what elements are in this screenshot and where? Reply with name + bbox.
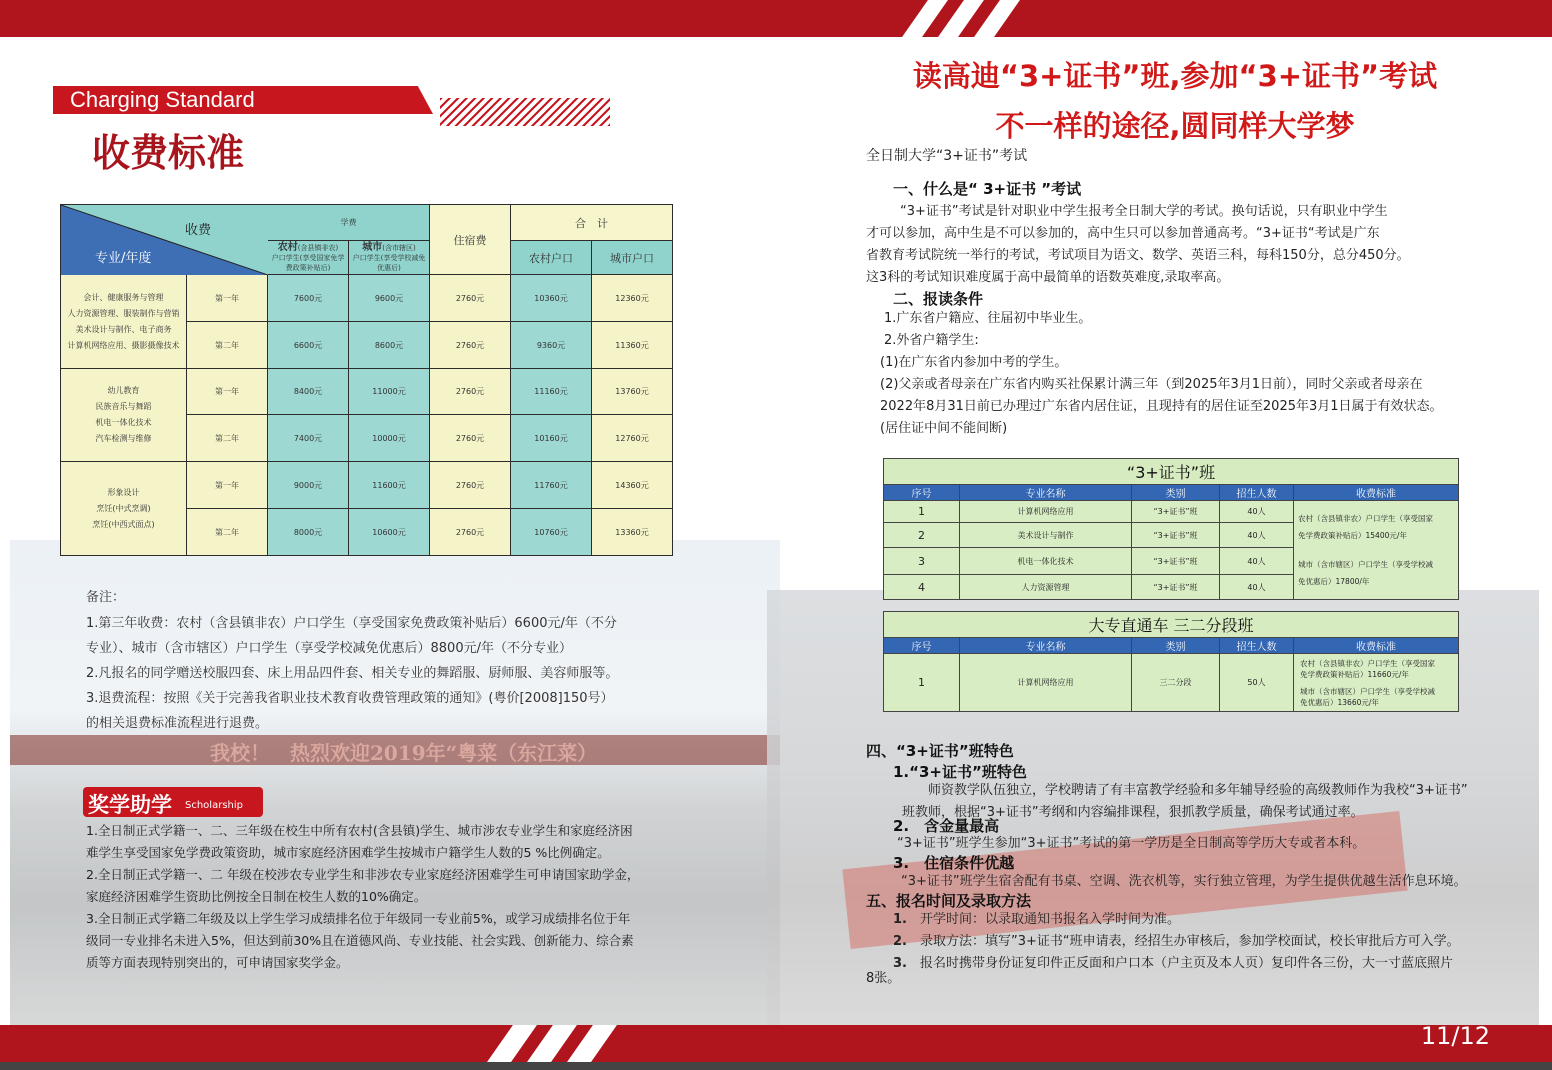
urban-desc: 户口学生(享受学校减免优惠后)	[352, 253, 426, 272]
urban-title: 城市	[362, 241, 383, 253]
lodging-cell: 2760元	[430, 275, 511, 322]
urban-fee-cell: 10600元	[349, 509, 430, 556]
year-cell: 第一年	[187, 369, 268, 415]
col-header: 收费标准	[1294, 485, 1459, 501]
lodging-cell: 2760元	[430, 462, 511, 509]
corner-top-label: 收费	[184, 223, 211, 238]
row-index: 2	[884, 523, 960, 548]
row-index: 1	[884, 501, 960, 523]
section-5-item	[893, 931, 1460, 953]
total-urban-cell: 13760元	[592, 369, 673, 415]
major-name: 会计、健康服务与管理	[83, 292, 164, 302]
section-5-title: 五、报名时间及录取方法	[866, 892, 1032, 910]
hatch-decoration	[440, 98, 610, 126]
section-1-line: 这3科的考试知识难度属于高中最简单的语数英难度,录取率高。	[866, 270, 1230, 285]
scholarship-body	[86, 820, 686, 974]
total-rural-cell: 11760元	[511, 462, 592, 509]
fee-line: 免优惠后）17800/年	[1298, 577, 1370, 586]
enroll-cell: 40人	[1220, 501, 1294, 523]
rural-title: 农村	[277, 241, 298, 253]
major-name: 人力资源管理、服装制作与营销	[67, 308, 180, 318]
major-cell: 机电一体化技术	[960, 548, 1132, 575]
section-2-line: (2)父亲或者母亲在广东省内购买社保累计满三年（到2025年3月1日前），同时父亲或者母亲在	[880, 377, 1423, 392]
section-4-line: 班教师，根据“3+证书”考纲和内容编排课程，狠抓教学质量，确保考试通过率。	[902, 805, 1364, 820]
scholarship-tag	[83, 787, 263, 817]
section-1-title: 一、什么是“ 3+证书 ”考试	[893, 180, 1082, 198]
item-text: 开学时间：以录取通知书报名入学时间为准。	[920, 912, 1181, 927]
type-cell: “3+证书”班	[1132, 523, 1220, 548]
section-5-item	[893, 909, 1460, 931]
section-5-body	[893, 909, 1460, 975]
scholarship-line: 家庭经济困难学生资助比例按全日制在校生人数的10%确定。	[86, 889, 427, 904]
urban-fee-cell: 11000元	[349, 369, 430, 415]
diploma-direct-table	[883, 611, 1459, 712]
enroll-cell: 40人	[1220, 575, 1294, 600]
item-text: 录取方法：填写”3+证书“班申请表，经招生办审核后，参加学校面试，校长审批后方可入学。	[920, 934, 1460, 949]
item-text: 报名时携带身份证复印件正反面和户口本（户主页及本人页）复印件各三份，大一寸蓝底照片	[920, 956, 1454, 971]
urban-fee-cell: 11600元	[349, 462, 430, 509]
total-rural-cell: 11160元	[511, 369, 592, 415]
section-1-body	[866, 201, 1506, 289]
col-header: 专业名称	[960, 638, 1132, 654]
majors-group-1	[61, 275, 187, 369]
scholarship-line: 级同一专业排名未进入5%，但达到前30%且在道德风尚、专业技能、社会实践、创新能力、综合素	[86, 933, 634, 948]
lodging-cell: 2760元	[430, 509, 511, 556]
col-header: 类别	[1132, 638, 1220, 654]
section-2-line: 2022年8月31日前已办理过广东省内居住证，且现持有的居住证至2025年3月1日属于有效状态。	[880, 399, 1443, 414]
total-urban-cell: 12760元	[592, 415, 673, 462]
note-line: 专业）、城市（含市辖区）户口学生（享受学校减免优惠后）8800元/年（不分专业）	[86, 641, 572, 656]
section-4-line: 师资教学队伍独立，学校聘请了有丰富教学经验和多年辅导经验的高级教师作为我校“3+证书”	[928, 783, 1468, 798]
section-4-3-line: “3+证书”班学生宿舍配有书桌、空调、洗衣机等，实行独立管理，为学生提供优越生活作息环境。	[901, 874, 1467, 889]
rural-desc: 户口学生(享受国家免学费政策补贴后)	[271, 253, 345, 272]
rural-fee-cell: 7400元	[268, 415, 349, 462]
col-header: 类别	[1132, 485, 1220, 501]
fee-line: 农村（含县镇非农）户口学生（享受国家	[1300, 658, 1435, 668]
headline-2: 不一样的途径,圆同样大学梦	[995, 109, 1355, 143]
urban-header	[349, 241, 430, 275]
scholarship-title: 奖学助学	[88, 792, 172, 817]
year-cell: 第二年	[187, 322, 268, 369]
fee-line: 农村（含县镇非农）户口学生（享受国家	[1298, 514, 1433, 523]
rural-sub: (含县镇非农)	[297, 243, 339, 252]
rural-fee-cell: 9000元	[268, 462, 349, 509]
rural-header	[268, 241, 349, 275]
note-line: 的相关退费标准流程进行退费。	[86, 716, 269, 731]
row-index: 3	[884, 548, 960, 575]
item-number: 3.	[893, 956, 907, 971]
enroll-cell: 50人	[1220, 654, 1294, 712]
urban-sub: (含市辖区)	[382, 243, 416, 252]
scholarship-line: 1.全日制正式学籍一、二、三年级在校生中所有农村(含县镇)学生、城市涉农专业学生和家庭经济困	[86, 823, 633, 838]
section-2-line: 1.广东省户籍应、往届初中毕业生。	[884, 311, 1092, 326]
fee-spacer	[1298, 544, 1454, 556]
scholarship-line: 3.全日制正式学籍二年级及以上学生学习成绩排名位于年级同一专业前5%，或学习成绩排名位于年	[86, 911, 631, 926]
section-4-3-title: 3. 住宿条件优越	[893, 854, 1015, 872]
type-cell: “3+证书”班	[1132, 501, 1220, 523]
fee-line: 城市（含市辖区）户口学生（享受学校减	[1298, 560, 1433, 569]
headline-1: 读高迪“3+证书”班,参加“3+证书”考试	[912, 59, 1438, 93]
scholarship-line: 难学生享受国家免学费政策资助，城市家庭经济困难学生按城市户籍学生人数的5 %比例确定。	[86, 845, 610, 860]
major-cell: 计算机网络应用	[960, 654, 1132, 712]
total-urban-cell: 12360元	[592, 275, 673, 322]
year-cell: 第二年	[187, 509, 268, 556]
section-4-2-line: “3+证书”班学生参加“3+证书”考试的第一学历是全日制高等学历大专或者本科。	[897, 836, 1366, 851]
major-cell: 人力资源管理	[960, 575, 1132, 600]
section-2-line: (1)在广东省内参加中考的学生。	[880, 355, 1068, 370]
item-number: 1.	[893, 912, 907, 927]
type-cell: 三二分段	[1132, 654, 1220, 712]
majors-group-3	[61, 462, 187, 556]
major-name: 机电一体化技术	[95, 418, 152, 427]
major-name: 形象设计	[107, 487, 140, 497]
bottom-gray-strip	[0, 1062, 1552, 1070]
bottom-banner-bar	[0, 1025, 1552, 1062]
year-cell: 第二年	[187, 415, 268, 462]
note-line: 3.退费流程：按照《关于完善我省职业技术教育收费管理政策的通知》(粤价[2008]150号）	[86, 691, 614, 706]
fee-line: 免学费政策补贴后）11660元/年	[1300, 669, 1409, 679]
section-4-2-title: 2. 含金量最高	[893, 817, 1000, 835]
total-urban-header: 城市户口	[592, 241, 673, 275]
row-index: 4	[884, 575, 960, 600]
urban-fee-cell: 8600元	[349, 322, 430, 369]
section-2-line: 2.外省户籍学生:	[884, 333, 979, 348]
col-header: 序号	[884, 638, 960, 654]
type-cell: “3+证书”班	[1132, 575, 1220, 600]
col-header: 专业名称	[960, 485, 1132, 501]
item-number: 2.	[893, 934, 907, 949]
section-2-title: 二、报读条件	[893, 290, 984, 308]
rural-fee-cell: 8000元	[268, 509, 349, 556]
section-1-line: “3+证书”考试是针对职业中学生报考全日制大学的考试。换句话说，只有职业中学生	[900, 204, 1388, 219]
total-urban-cell: 11360元	[592, 322, 673, 369]
scholarship-line: 2.全日制正式学籍一、二 年级在校涉农专业学生和非涉农专业家庭经济困难学生可申请国家助学金，	[86, 867, 640, 882]
major-cell: 美术设计与制作	[960, 523, 1132, 548]
page-number: 11/12	[1420, 1022, 1490, 1050]
fee-standard-cell	[1294, 501, 1459, 600]
rural-fee-cell: 8400元	[268, 369, 349, 415]
section-5-item	[893, 953, 1460, 975]
notes-title: 备注：	[86, 590, 126, 605]
corner-bottom-label: 专业/年度	[95, 251, 152, 266]
majors-group-2	[61, 369, 187, 462]
urban-fee-cell: 10000元	[349, 415, 430, 462]
col-header: 招生人数	[1220, 638, 1294, 654]
rural-fee-cell: 7600元	[268, 275, 349, 322]
total-rural-cell: 10160元	[511, 415, 592, 462]
year-cell: 第一年	[187, 275, 268, 322]
rural-fee-cell: 6600元	[268, 322, 349, 369]
section-1-line: 才可以参加，高中生是不可以参加的，高中生只可以参加普通高考。“3+证书“考试是广东	[866, 226, 1380, 241]
fee-line: 免学费政策补贴后）15400元/年	[1298, 531, 1407, 540]
fee-standard-cell	[1294, 654, 1459, 712]
urban-fee-cell: 9600元	[349, 275, 430, 322]
note-line: 1.第三年收费：农村（含县镇非农）户口学生（享受国家免费政策补贴后）6600元/年（不分	[86, 616, 617, 631]
charging-standard-label: Charging Standard	[70, 87, 255, 112]
major-name: 幼儿教育	[107, 386, 140, 395]
notes-block	[86, 611, 618, 736]
type-cell: “3+证书”班	[1132, 548, 1220, 575]
total-rural-cell: 10760元	[511, 509, 592, 556]
certificate-class-table	[883, 458, 1459, 600]
scholarship-line: 质等方面表现特别突出的，可申请国家奖学金。	[86, 955, 349, 970]
fee-table-corner	[61, 205, 268, 275]
section-2-line: (居住证中间不能间断)	[880, 421, 1008, 436]
total-rural-header: 农村户口	[511, 241, 592, 275]
enroll-cell: 40人	[1220, 523, 1294, 548]
col-header: 收费标准	[1294, 638, 1459, 654]
page-title: 收费标准	[92, 130, 245, 175]
total-urban-cell: 13360元	[592, 509, 673, 556]
table-caption: 大专直通车 三二分段班	[884, 612, 1459, 638]
total-header: 合 计	[511, 205, 673, 241]
major-name: 美术设计与制作、电子商务	[75, 324, 172, 334]
table-caption: “3+证书”班	[884, 459, 1459, 485]
note-line: 2.凡报名的同学赠送校服四套、床上用品四件套、相关专业的舞蹈服、厨师服、美容师服等。	[86, 666, 619, 681]
fee-line: 免优惠后）13660元/年	[1300, 697, 1379, 707]
total-urban-cell: 14360元	[592, 462, 673, 509]
fee-table	[60, 204, 673, 556]
major-name: 民族音乐与舞蹈	[95, 402, 152, 411]
year-cell: 第一年	[187, 462, 268, 509]
fee-line: 城市（含市辖区）户口学生（享受学校减	[1300, 686, 1435, 696]
lodging-cell: 2760元	[430, 415, 511, 462]
row-index: 1	[884, 654, 960, 712]
top-banner-bar	[0, 0, 1552, 37]
section-2-body	[880, 308, 1443, 440]
total-rural-cell: 9360元	[511, 322, 592, 369]
col-header: 招生人数	[1220, 485, 1294, 501]
subtitle: 全日制大学“3+证书”考试	[866, 148, 1028, 164]
major-name: 计算机网络应用、摄影摄像技术	[67, 340, 180, 350]
total-rural-cell: 10360元	[511, 275, 592, 322]
section-1-line: 省教育考试院统一举行的考试，考试项目为语文、数学、英语三科，每科150分，总分450分。	[866, 248, 1410, 263]
enroll-cell: 40人	[1220, 548, 1294, 575]
major-name: 烹饪(中式烹调)	[96, 503, 151, 513]
lodging-header: 住宿费	[430, 205, 511, 275]
major-name: 烹饪(中西式面点)	[92, 519, 155, 529]
col-header: 序号	[884, 485, 960, 501]
section-4-title: 四、“3+证书”班特色	[866, 742, 1014, 760]
tuition-header: 学费	[268, 205, 430, 241]
section-5-tail: 8张。	[866, 971, 901, 986]
major-cell: 计算机网络应用	[960, 501, 1132, 523]
section-4-1-title: 1.“3+证书”班特色	[893, 763, 1027, 781]
major-name: 汽车检测与维修	[95, 434, 152, 443]
photo-banner-text: 我校！ 热烈欢迎2019年“粤菜（东江菜）	[210, 741, 598, 765]
scholarship-title-en: Scholarship	[185, 800, 243, 811]
lodging-cell: 2760元	[430, 369, 511, 415]
lodging-cell: 2760元	[430, 322, 511, 369]
corner-diagonal	[61, 205, 268, 275]
